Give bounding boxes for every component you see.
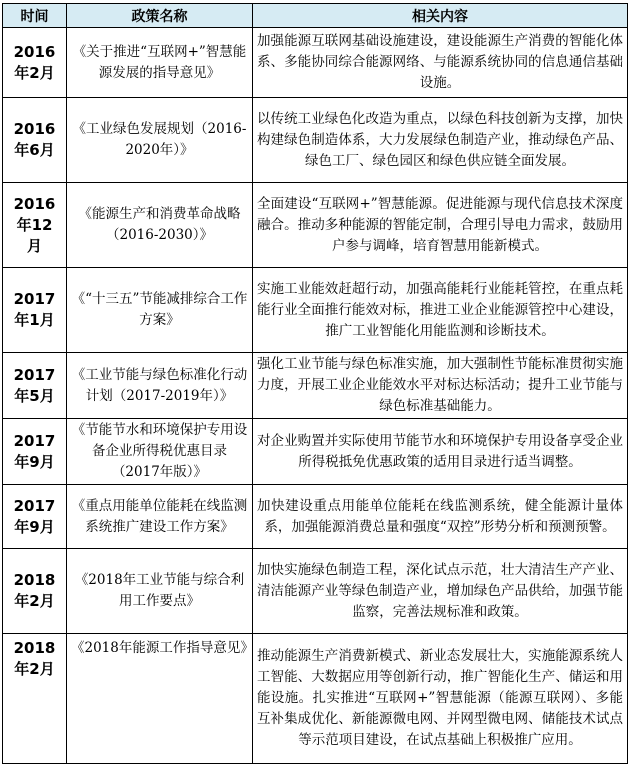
row-month: 年9月 — [14, 517, 55, 536]
row-year: 2016 — [13, 194, 56, 213]
table-row — [3, 485, 628, 549]
row-year: 2016 — [13, 42, 56, 61]
row-policy-name: 《“十三五”节能减排综合工作方案》 — [67, 268, 253, 353]
header-time: 时间 — [3, 4, 67, 28]
row-month-cont: 月 — [26, 236, 42, 255]
table-row — [3, 98, 628, 183]
row-date — [3, 28, 67, 98]
table-row — [3, 419, 628, 485]
row-policy-name: 《重点用能单位能耗在线监测系统推广建设工作方案》 — [67, 485, 253, 549]
row-content: 加快实施绿色制造工程，深化试点示范，壮大清洁生产产业、清洁能源产业等绿色制造产业，增加绿色产品供给，加强节能监察，完善法规标准和政策。 — [253, 549, 628, 634]
table-row — [3, 634, 628, 764]
row-month: 年1月 — [14, 311, 55, 329]
row-date — [3, 485, 67, 549]
row-year: 2017 — [13, 365, 56, 384]
row-year: 2018 — [13, 639, 56, 657]
row-policy-name: 《工业节能与绿色标准化行动计划（2017-2019年）》 — [67, 353, 253, 419]
row-date — [3, 419, 67, 485]
table-row — [3, 353, 628, 419]
row-date — [3, 268, 67, 353]
table-row — [3, 28, 628, 98]
row-month: 年2月 — [14, 592, 55, 610]
table-body — [3, 28, 628, 764]
row-month: 年12 — [16, 215, 53, 234]
row-content: 强化工业节能与绿色标准实施，加大强制性节能标准贯彻实施力度，开展工业企业能效水平对标达标活动；提升工业节能与绿色标准基础能力。 — [253, 353, 628, 419]
row-content: 对企业购置并实际使用节能节水和环境保护专用设备享受企业所得税抵免优惠政策的适用目录进行适当调整。 — [253, 419, 628, 485]
row-content: 全面建设“互联网+”智慧能源。促进能源与现代信息技术深度融合。推动多种能源的智能定制，合理引导电力需求，鼓励用户参与调峰，培育智慧用能新模式。 — [253, 183, 628, 268]
row-policy-name: 《2018年能源工作指导意见》 — [67, 634, 253, 764]
row-year: 2017 — [13, 431, 56, 450]
row-policy-name: 《工业绿色发展规划（2016-2020年）》 — [67, 98, 253, 183]
row-content: 推动能源生产消费新模式、新业态发展壮大，实施能源系统人工智能、大数据应用等创新行动，推广智能化生产、储运和用能设施。扎实推进“互联网+”智慧能源（能源互联网）、多能互补集成优化、新能源微电网、并网型微电网、储能技术试点等示范项目建设，在试点基础上积极推广应用。 — [253, 634, 628, 764]
table-header — [3, 4, 628, 28]
row-policy-name: 《节能节水和环境保护专用设备企业所得税优惠目录（2017年版）》 — [67, 419, 253, 485]
row-policy-name: 《2018年工业节能与综合利用工作要点》 — [67, 549, 253, 634]
row-month: 年5月 — [14, 386, 55, 405]
row-month: 年6月 — [14, 141, 55, 159]
row-month: 年9月 — [14, 452, 55, 471]
row-date — [3, 353, 67, 419]
row-year: 2018 — [13, 571, 56, 589]
header-row — [3, 4, 628, 28]
header-content: 相关内容 — [253, 4, 628, 28]
row-content: 以传统工业绿色化改造为重点，以绿色科技创新为支撑，加快构建绿色制造体系，大力发展绿色制造产业，推动绿色产品、绿色工厂、绿色园区和绿色供应链全面发展。 — [253, 98, 628, 183]
row-date — [3, 183, 67, 268]
row-date — [3, 549, 67, 634]
row-month: 年2月 — [14, 660, 55, 678]
policy-table — [2, 3, 628, 764]
row-month: 年2月 — [14, 63, 55, 82]
row-content: 加强能源互联网基础设施建设，建设能源生产消费的智能化体系、多能协同综合能源网络、与能源系统协同的信息通信基础设施。 — [253, 28, 628, 98]
row-content: 实施工业能效赶超行动，加强高能耗行业能耗管控，在重点耗能行业全面推行能效对标，推进工业企业能源管控中心建设，推广工业智能化用能监测和诊断技术。 — [253, 268, 628, 353]
table-row — [3, 268, 628, 353]
row-date — [3, 98, 67, 183]
row-year: 2016 — [13, 120, 56, 138]
row-year: 2017 — [13, 290, 56, 308]
table-row — [3, 183, 628, 268]
row-year: 2017 — [13, 496, 56, 515]
row-content: 加快建设重点用能单位能耗在线监测系统，健全能源计量体系，加强能源消费总量和强度“双控”形势分析和预测预警。 — [253, 485, 628, 549]
row-date — [3, 634, 67, 764]
table-row — [3, 549, 628, 634]
header-policy-name: 政策名称 — [67, 4, 253, 28]
row-policy-name: 《关于推进“互联网+”智慧能源发展的指导意见》 — [67, 28, 253, 98]
row-policy-name: 《能源生产和消费革命战略（2016-2030）》 — [67, 183, 253, 268]
